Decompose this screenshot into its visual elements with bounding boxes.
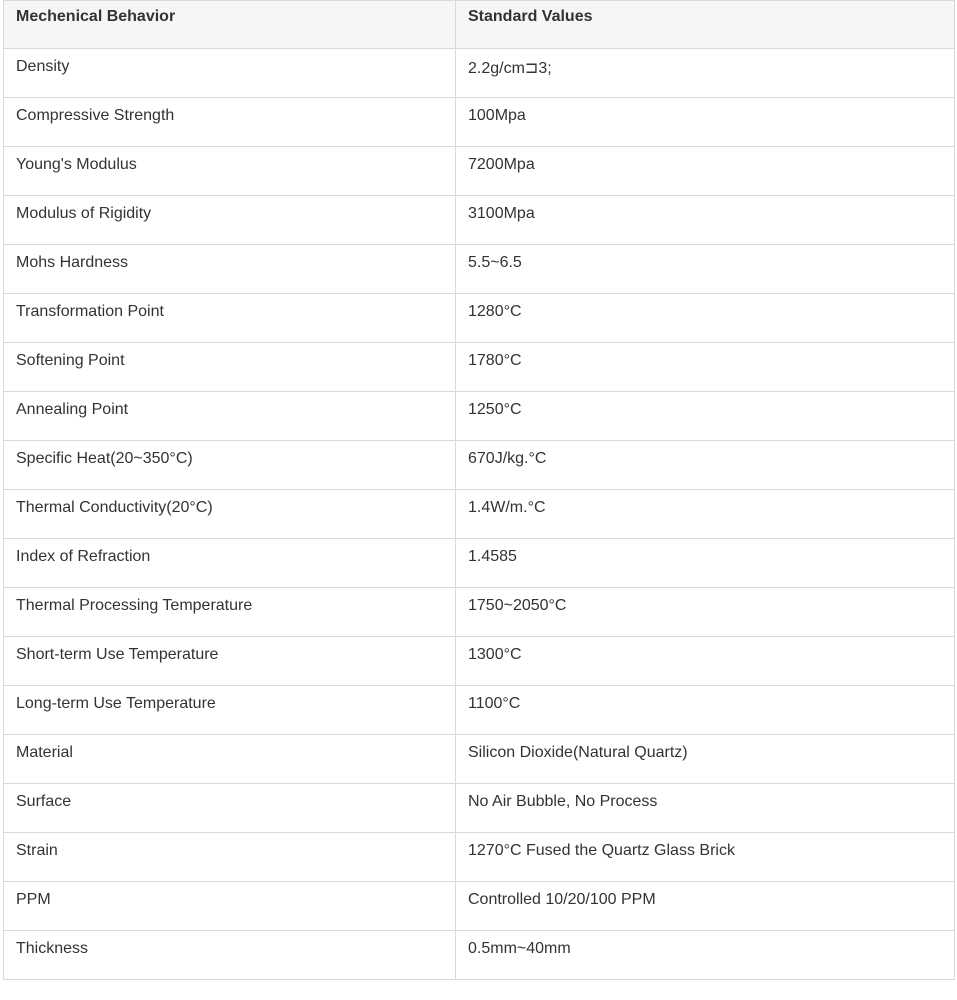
property-value-cell: 3100Mpa — [456, 196, 955, 245]
property-name-cell: Long-term Use Temperature — [4, 686, 456, 735]
property-name-cell: Modulus of Rigidity — [4, 196, 456, 245]
header-mechanical-behavior: Mechenical Behavior — [4, 1, 456, 49]
property-value-cell: 100Mpa — [456, 98, 955, 147]
property-name-cell: Short-term Use Temperature — [4, 637, 456, 686]
property-name-cell: PPM — [4, 882, 456, 931]
table-row — [4, 735, 955, 784]
property-name-cell: Compressive Strength — [4, 98, 456, 147]
property-name-cell: Thermal Processing Temperature — [4, 588, 456, 637]
table-row — [4, 882, 955, 931]
table-row — [4, 147, 955, 196]
table-row — [4, 490, 955, 539]
property-name-cell: Strain — [4, 833, 456, 882]
property-name-cell: Mohs Hardness — [4, 245, 456, 294]
table-row — [4, 392, 955, 441]
header-row — [4, 1, 955, 49]
property-value-cell: 7200Mpa — [456, 147, 955, 196]
table-row — [4, 931, 955, 980]
property-value-cell: 1780°C — [456, 343, 955, 392]
property-value-cell: Silicon Dioxide(Natural Quartz) — [456, 735, 955, 784]
property-value-cell: 1.4585 — [456, 539, 955, 588]
property-name-cell: Surface — [4, 784, 456, 833]
table-row — [4, 784, 955, 833]
property-value-cell: 670J/kg.°C — [456, 441, 955, 490]
table-row — [4, 833, 955, 882]
property-name-cell: Material — [4, 735, 456, 784]
table-row — [4, 539, 955, 588]
table-header — [4, 1, 955, 49]
header-standard-values: Standard Values — [456, 1, 955, 49]
property-name-cell: Specific Heat(20~350°C) — [4, 441, 456, 490]
property-name-cell: Density — [4, 49, 456, 98]
property-value-cell: Controlled 10/20/100 PPM — [456, 882, 955, 931]
table-row — [4, 245, 955, 294]
property-value-cell: 1270°C Fused the Quartz Glass Brick — [456, 833, 955, 882]
property-value-cell: 1300°C — [456, 637, 955, 686]
table-body — [4, 49, 955, 980]
property-value-cell: 2.2g/cm⊐3; — [456, 49, 955, 98]
property-name-cell: Transformation Point — [4, 294, 456, 343]
property-name-cell: Softening Point — [4, 343, 456, 392]
table-row — [4, 588, 955, 637]
table-row — [4, 343, 955, 392]
table-row — [4, 98, 955, 147]
property-value-cell: 1750~2050°C — [456, 588, 955, 637]
table-row — [4, 294, 955, 343]
property-value-cell: No Air Bubble, No Process — [456, 784, 955, 833]
property-name-cell: Thickness — [4, 931, 456, 980]
table-row — [4, 441, 955, 490]
property-value-cell: 1.4W/m.°C — [456, 490, 955, 539]
table-row — [4, 637, 955, 686]
property-name-cell: Index of Refraction — [4, 539, 456, 588]
table-row — [4, 686, 955, 735]
property-value-cell: 1250°C — [456, 392, 955, 441]
property-value-cell: 5.5~6.5 — [456, 245, 955, 294]
property-value-cell: 1100°C — [456, 686, 955, 735]
property-value-cell: 0.5mm~40mm — [456, 931, 955, 980]
property-name-cell: Annealing Point — [4, 392, 456, 441]
property-value-cell: 1280°C — [456, 294, 955, 343]
table-row — [4, 49, 955, 98]
properties-table — [3, 0, 955, 980]
property-name-cell: Young's Modulus — [4, 147, 456, 196]
property-name-cell: Thermal Conductivity(20°C) — [4, 490, 456, 539]
properties-table-container — [3, 0, 954, 980]
table-row — [4, 196, 955, 245]
